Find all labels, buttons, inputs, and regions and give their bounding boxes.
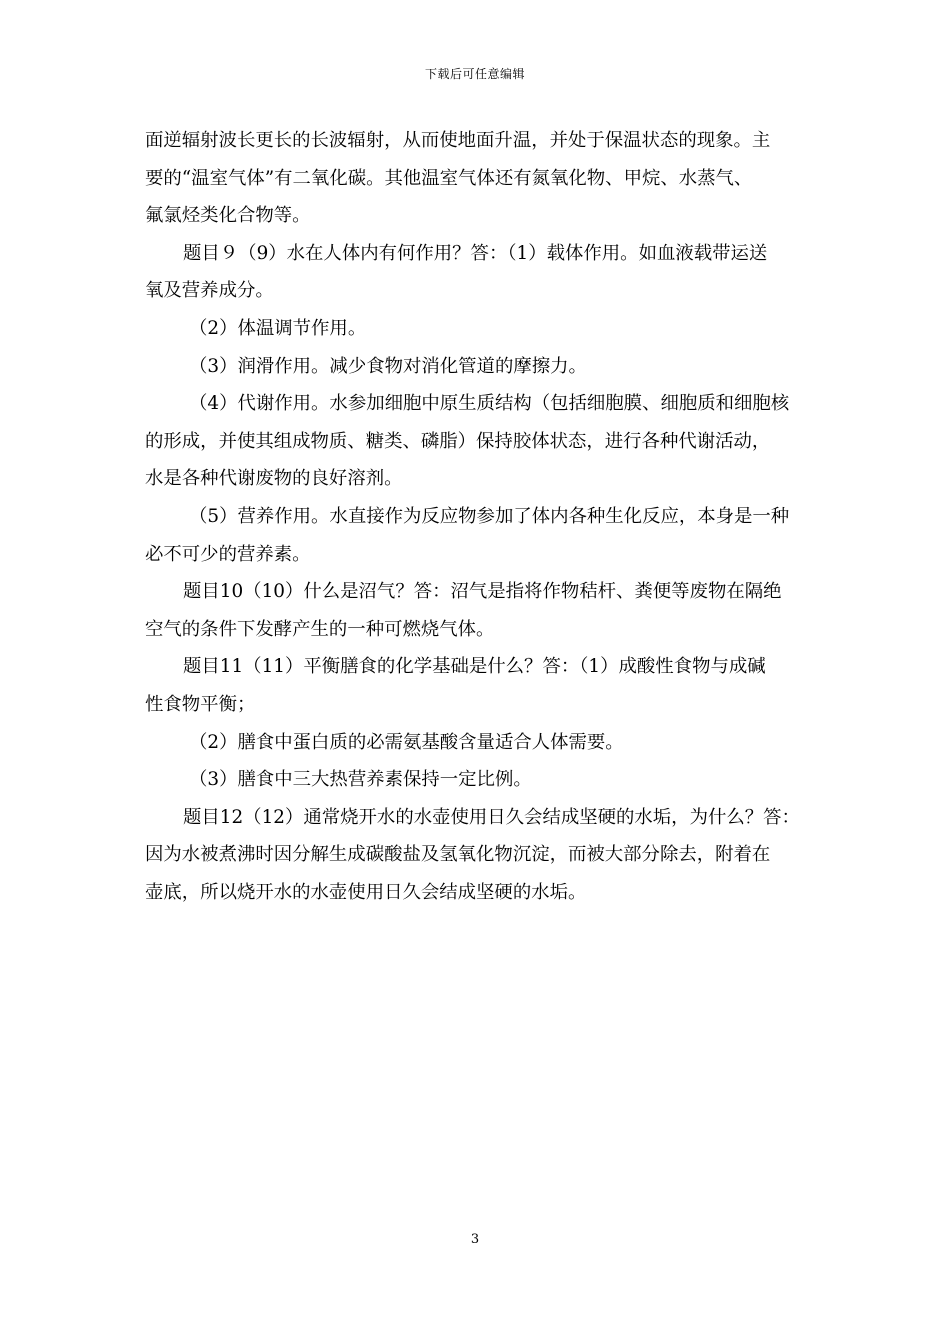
text-line: 氟氯烃类化合物等。 [145, 205, 311, 227]
page-number: 3 [470, 1232, 480, 1247]
text-line: 面逆辐射波长更长的长波辐射，从而使地面升温，并处于保温状态的现象。主 [145, 130, 771, 151]
question-9-line: 题目９（9）水在人体内有何作用？答：（1）载体作用。如血液载带运送 [183, 242, 768, 264]
question-12-line: 题目12（12）通常烧开水的水壶使用日久会结成坚硬的水垢，为什么？答： [183, 806, 800, 828]
answer-item-line: （3）润滑作用。减少食物对消化管道的摩擦力。 [189, 355, 587, 377]
text-line: 性食物平衡； [145, 693, 256, 715]
document-body [145, 122, 807, 911]
text-line: 空气的条件下发酵产生的一种可燃烧气体。 [145, 618, 495, 640]
question-11-line: 题目11（11）平衡膳食的化学基础是什么？答：（1）成酸性食物与成碱 [183, 656, 766, 678]
answer-item-line: （2）膳食中蛋白质的必需氨基酸含量适合人体需要。 [189, 731, 624, 753]
text-line: 因为水被煮沸时因分解生成碳酸盐及氢氧化物沉淀，而被大部分除去，附着在 [145, 844, 771, 866]
text-line: 水是各种代谢废物的良好溶剂。 [145, 468, 403, 490]
question-10-line: 题目10（10）什么是沼气？答：沼气是指将作物秸杆、粪便等废物在隔绝 [183, 581, 782, 603]
text-line: 要的“温室气体”有二氧化碳。其他温室气体还有氮氧化物、甲烷、水蒸气、 [145, 167, 753, 189]
answer-item-line: （4）代谢作用。水参加细胞中原生质结构（包括细胞膜、细胞质和细胞核 [189, 393, 790, 415]
page-header: 下载后可任意编辑 [424, 67, 525, 81]
text-line: 氧及营养成分。 [145, 280, 274, 302]
answer-item-line: （2）体温调节作用。 [189, 317, 367, 339]
text-line: 的形成，并使其组成物质、糖类、磷脂）保持胶体状态，进行各种代谢活动， [145, 430, 771, 452]
text-line: 必不可少的营养素。 [145, 543, 311, 565]
answer-item-line: （3）膳食中三大热营养素保持一定比例。 [189, 769, 532, 791]
text-line: 壶底，所以烧开水的水壶使用日久会结成坚硬的水垢。 [145, 881, 587, 903]
answer-item-line: （5）营养作用。水直接作为反应物参加了体内各种生化反应，本身是一种 [189, 505, 790, 527]
